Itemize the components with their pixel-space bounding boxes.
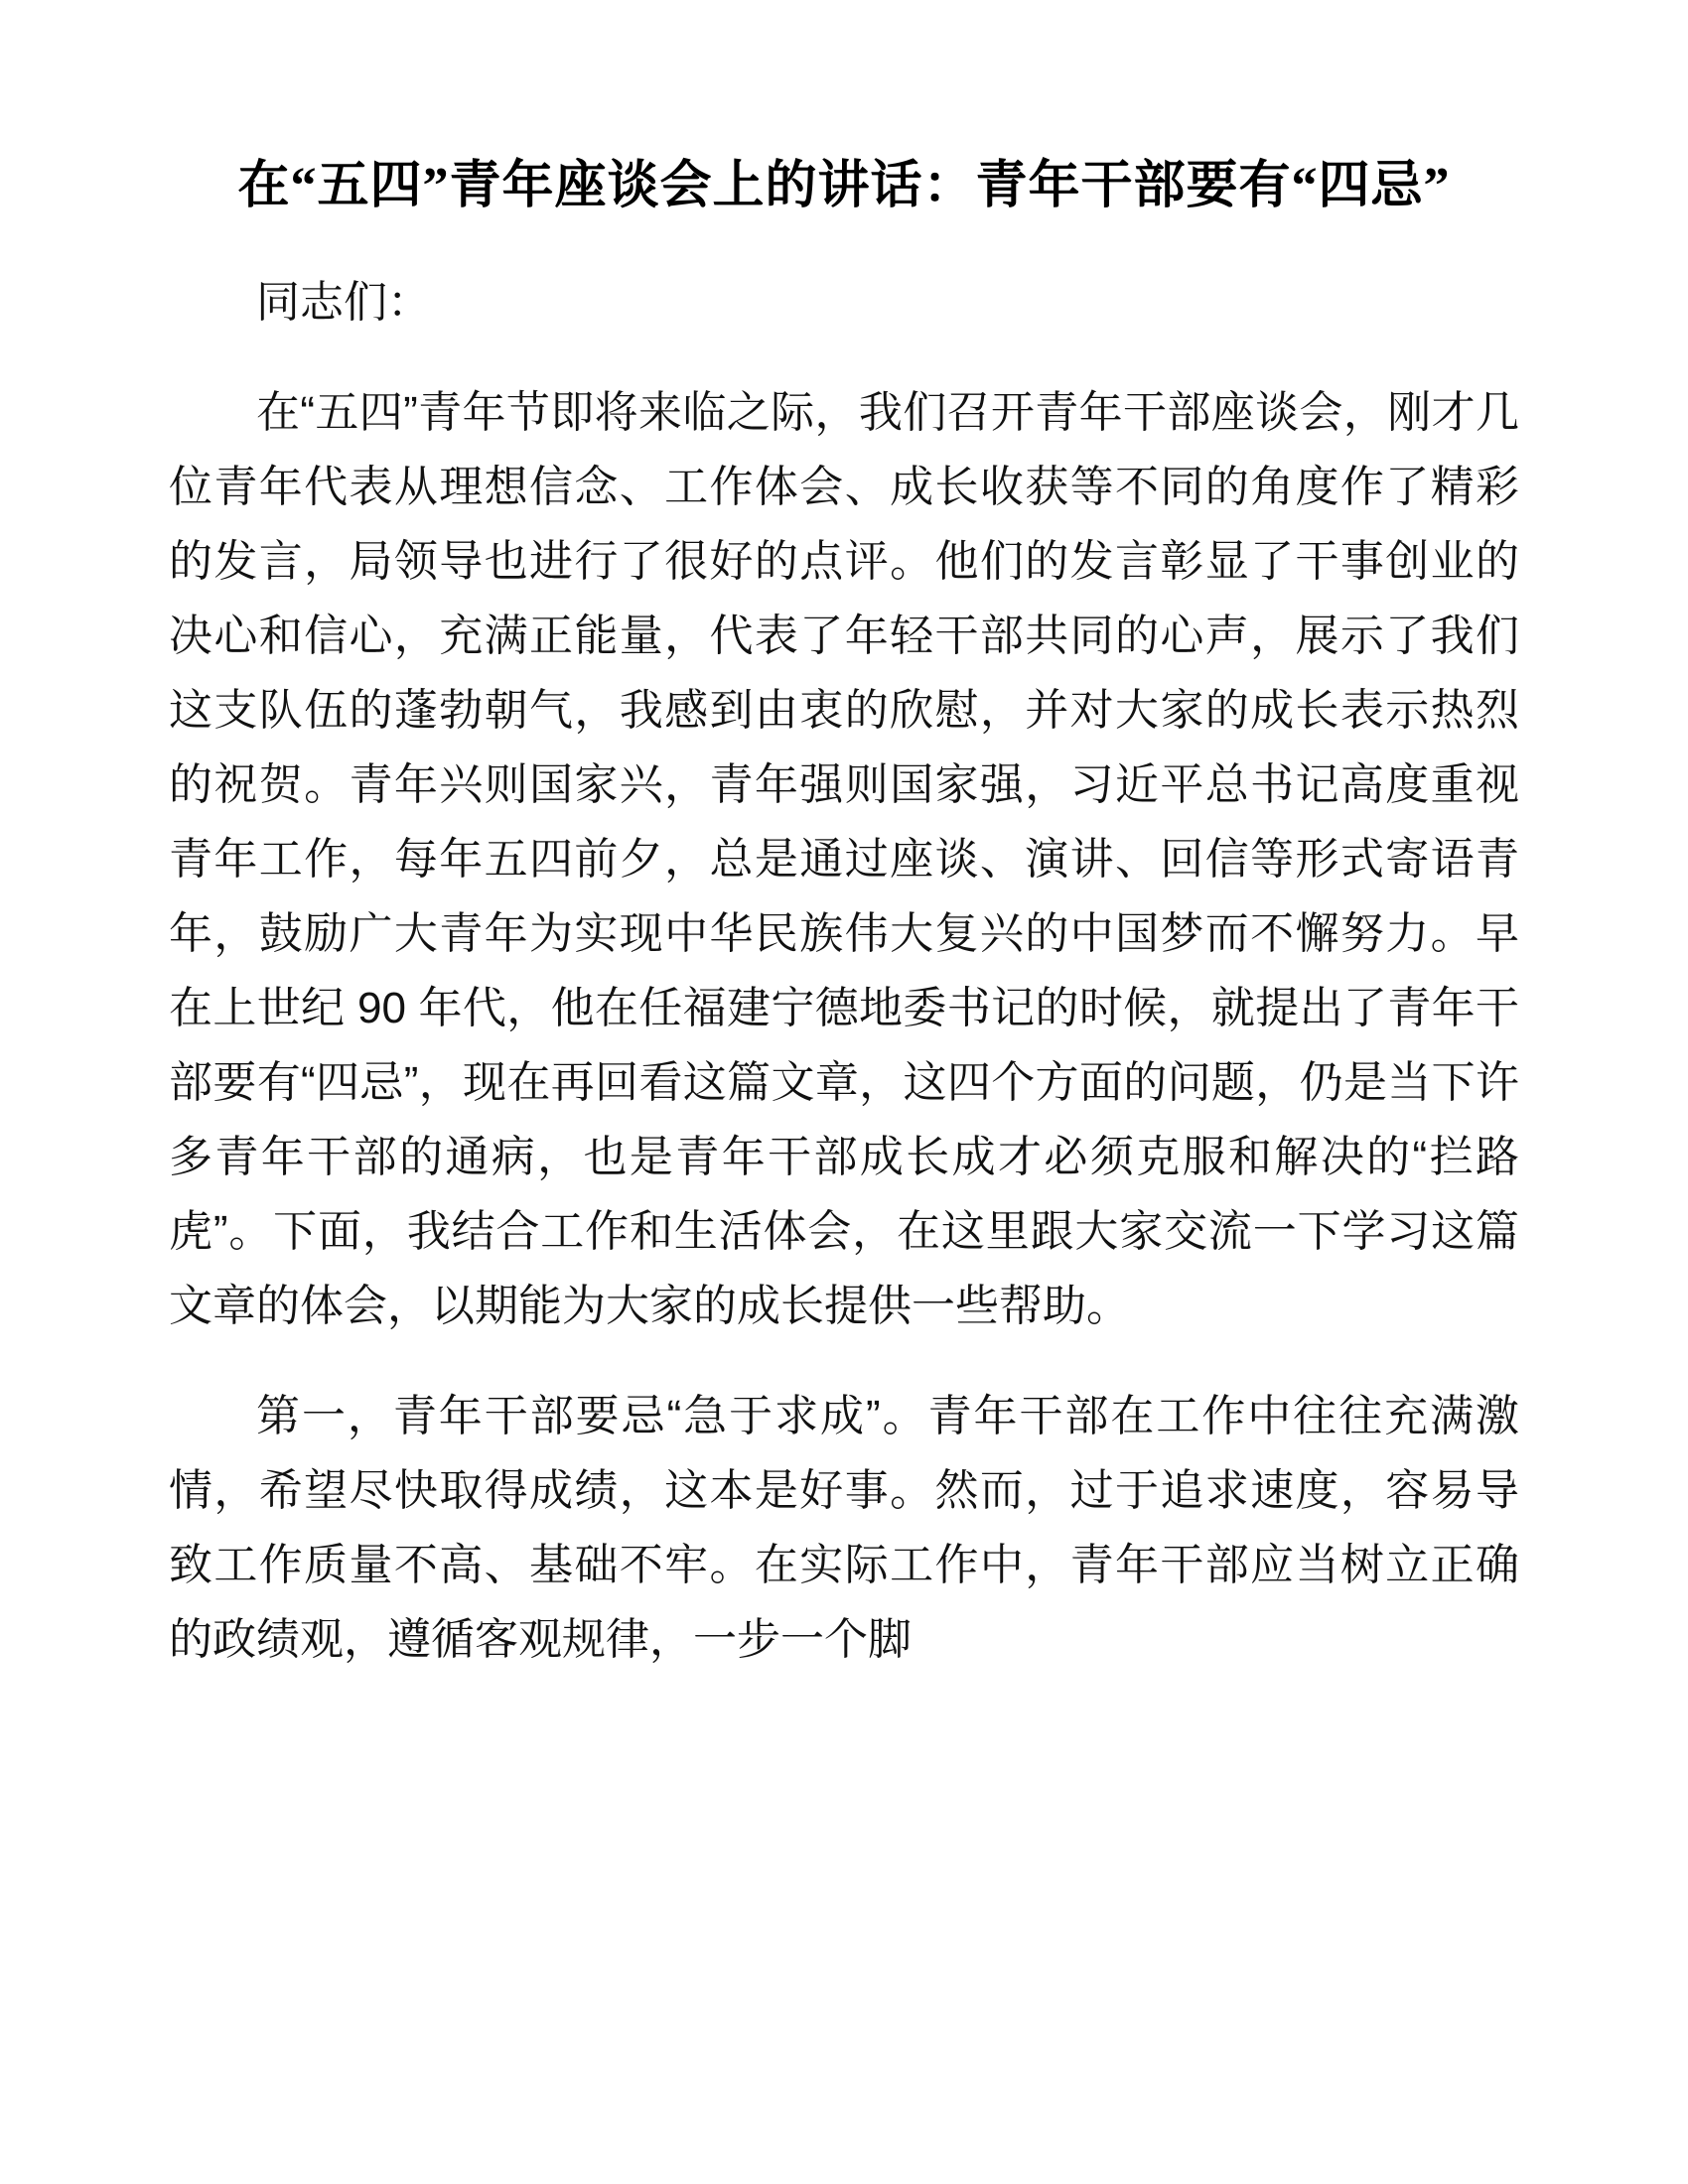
document-title: 在“五四”青年座谈会上的讲话：青年干部要有“四忌” xyxy=(237,158,1451,214)
paragraph-intro: 在“五四”青年节即将来临之际，我们召开青年干部座谈会，刚才几位青年代表从理想信念、工作体会、成长收获等不同的角度作了精彩的发言，局领导也进行了很好的点评。他们的发言彰显了干事创业的决心和信心，充满正能量，代表了年轻干部共同的心声，展示了我们这支队伍的蓬勃朝气，我感到由衷的欣慰，并对大家的成长表示热烈的祝贺。青年兴则国家兴，青年强则国家强，习近平总书记高度重视青年工作，每年五四前夕，总是通过座谈、演讲、回信等形式寄语青年，鼓励广大青年为实现中华民族伟大复兴的中国梦而不懈努力。早在上世纪 90 年代，他在任福建宁德地委书记的时候，就提出了青年干部要有“四忌”，现在再回看这篇文章，这四个方面的问题，仍是当下许多青年干部的通病，也是青年干部成长成才必须克服和解决的“拦路虎”。下面，我结合工作和生活体会，在这里跟大家交流一下学习这篇文章的体会，以期能为大家的成长提供一些帮助。 xyxy=(169,387,1519,1330)
paragraph-salutation: 同志们： xyxy=(256,277,431,327)
paragraph-point-one: 第一，青年干部要忌“急于求成”。青年干部在工作中往往充满激情，希望尽快取得成绩，这本是好事。然而，过于追求速度，容易导致工作质量不高、基础不牢。在实际工作中，青年干部应当树立正确的政绩观，遵循客观规律，一步一个脚 xyxy=(169,1391,1519,1664)
document-body xyxy=(169,265,1519,1677)
